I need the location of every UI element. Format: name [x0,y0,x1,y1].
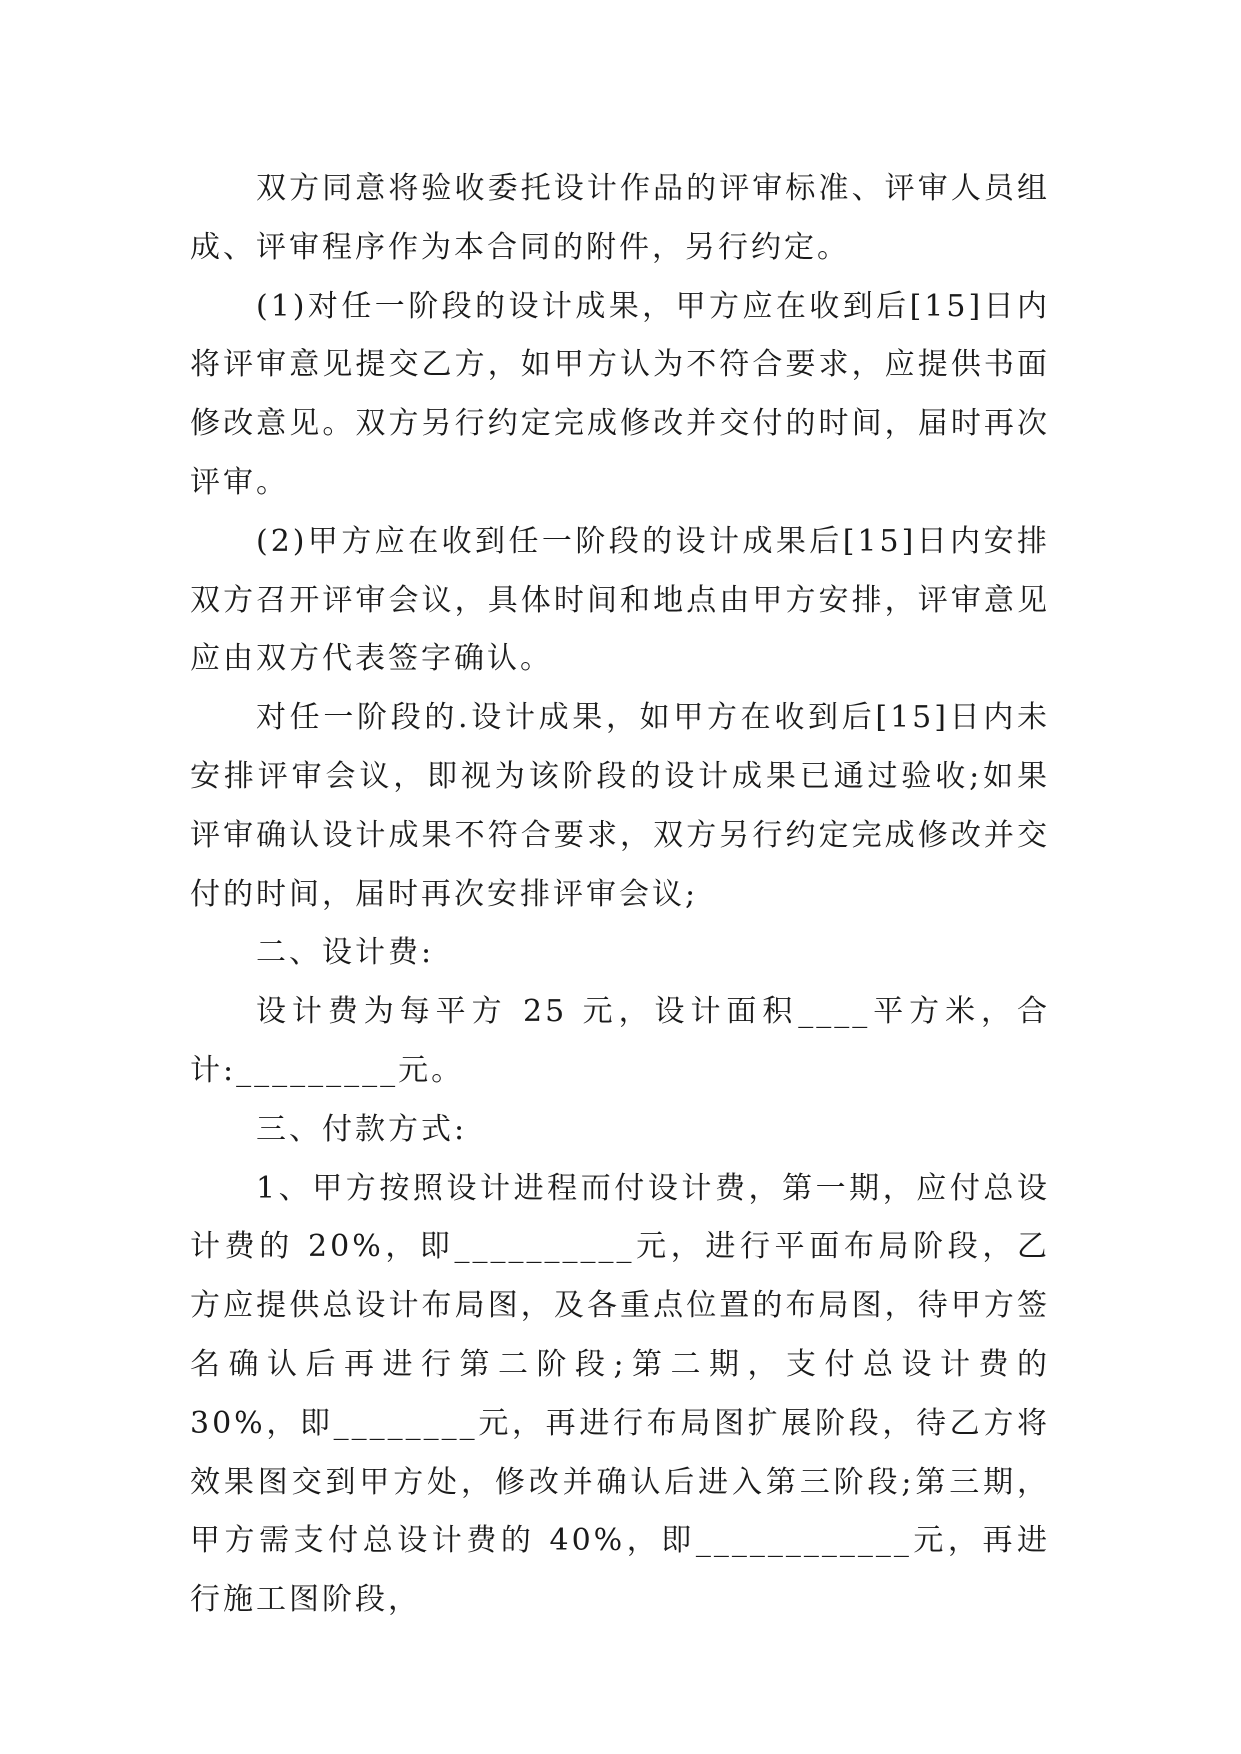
document-body [190,160,1050,1630]
paragraph-review-standards: 双方同意将验收委托设计作品的评审标准、评审人员组成、评审程序作为本合同的附件，另行约定。 [190,171,1050,265]
section-heading-design-fee: 二、设计费: [256,935,435,971]
paragraph-design-fee: 设计费为每平方 25 元，设计面积____平方米，合计:_________元。 [190,994,1050,1088]
paragraph-review-clause-2: (2)甲方应在收到任一阶段的设计成果后[15]日内安排双方召开评审会议，具体时间和地点由甲方安排，评审意见应由双方代表签字确认。 [190,523,1050,677]
paragraph-payment-schedule: 1、甲方按照设计进程而付设计费，第一期，应付总设计费的 20%，即__________元，进行平面布局阶段，乙方应提供总设计布局图，及各重点位置的布局图，待甲方签名确认后再进行第二阶段;第二期，支付总设计费的 30%，即________元，再进行布局图扩展阶段，待乙方将效果图交到甲方处，修改并确认后进入第三阶段;第三期，甲方需支付总设计费的 40%，即____________元，再进行施工图阶段， [190,1170,1050,1618]
section-heading-payment-method: 三、付款方式: [256,1111,468,1147]
paragraph-review-clause-1: (1)对任一阶段的设计成果，甲方应在收到后[15]日内将评审意见提交乙方，如甲方认为不符合要求，应提供书面修改意见。双方另行约定完成修改并交付的时间，届时再次评审。 [190,288,1050,500]
paragraph-review-acceptance: 对任一阶段的.设计成果，如甲方在收到后[15]日内未安排评审会议，即视为该阶段的设计成果已通过验收;如果评审确认设计成果不符合要求，双方另行约定完成修改并交付的时间，届时再次安排评审会议; [190,700,1050,912]
